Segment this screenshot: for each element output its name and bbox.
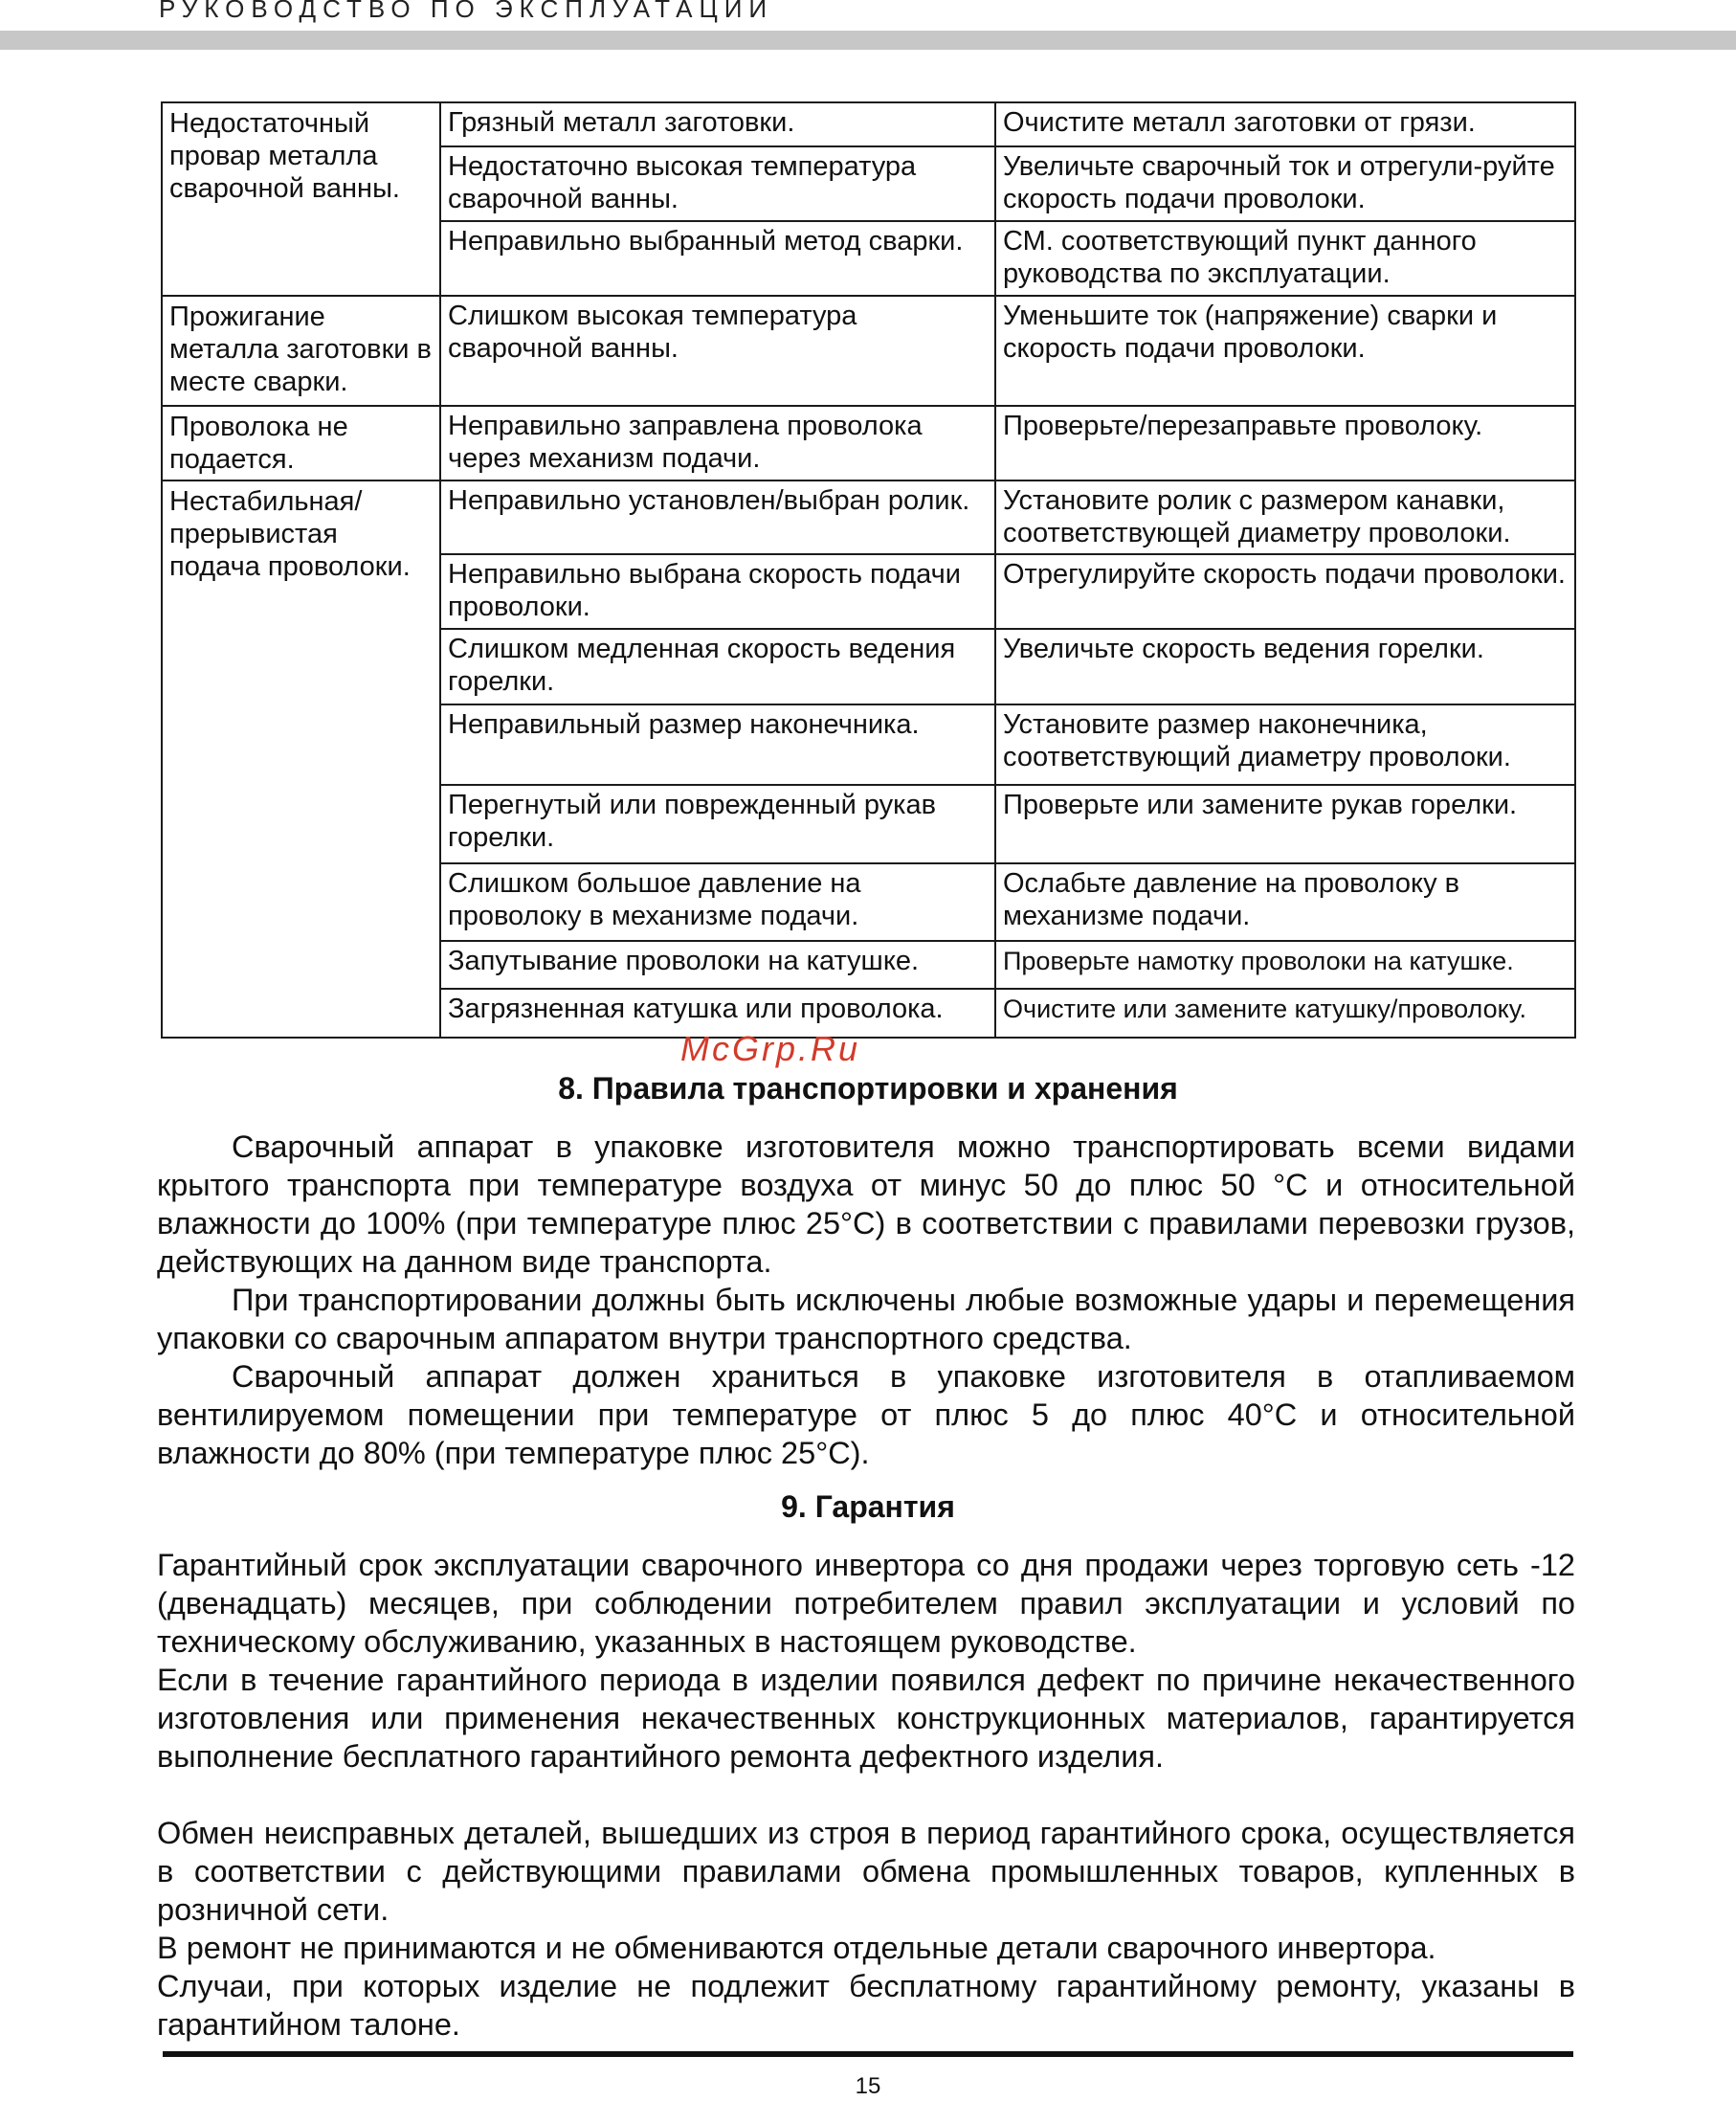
cause-cell: Неправильно выбрана скорость подачи проволоки. bbox=[440, 554, 995, 629]
header-bar bbox=[0, 31, 1736, 50]
symptom-cell: Недостаточный провар металла сварочной ванны. bbox=[162, 102, 440, 296]
remedy-cell: Уменьшите ток (напряжение) сварки и скорость подачи проволоки. bbox=[995, 296, 1575, 406]
remedy-cell: Очистите или замените катушку/проволоку. bbox=[995, 989, 1575, 1038]
remedy-cell: Очистите металл заготовки от грязи. bbox=[995, 102, 1575, 146]
page-number: 15 bbox=[855, 2073, 881, 2099]
symptom-cell: Проволока не подается. bbox=[162, 406, 440, 481]
table-row bbox=[162, 481, 1575, 554]
watermark-text: McGrp.Ru bbox=[680, 1029, 861, 1068]
symptom-cell: Прожигание металла заготовки в месте сварки. bbox=[162, 296, 440, 406]
section-9-paragraph: В ремонт не принимаются и не обмениваются отдельные детали сварочного инвертора. bbox=[157, 1931, 1436, 1965]
remedy-cell: Проверьте намотку проволоки на катушке. bbox=[995, 941, 1575, 989]
remedy-cell: Ослабьте давление на проволоку в механизме подачи. bbox=[995, 863, 1575, 941]
footer-rule bbox=[163, 2051, 1573, 2057]
cause-cell: Запутывание проволоки на катушке. bbox=[440, 941, 995, 989]
cause-cell: Слишком медленная скорость ведения горелки. bbox=[440, 629, 995, 704]
cause-cell: Недостаточно высокая температура сварочной ванны. bbox=[440, 146, 995, 221]
cause-cell: Неправильно установлен/выбран ролик. bbox=[440, 481, 995, 554]
section-8-paragraph: При транспортировании должны быть исключены любые возможные удары и перемещения упаковки со сварочным аппаратом внутри транспортного средства. bbox=[157, 1283, 1575, 1355]
remedy-cell: Проверьте/перезаправьте проволоку. bbox=[995, 406, 1575, 481]
remedy-cell: Увеличьте скорость ведения горелки. bbox=[995, 629, 1575, 704]
cause-cell: Грязный металл заготовки. bbox=[440, 102, 995, 146]
section-9-paragraph: Обмен неисправных деталей, вышедших из строя в период гарантийного срока, осуществляется в соответствии с действующими правилами обмена промышленных товаров, купленных в розничной сети. bbox=[157, 1816, 1575, 1927]
section-8-paragraph: Сварочный аппарат в упаковке изготовителя можно транспортировать всеми видами крытого транспорта при температуре воздуха от минус 50 до плюс 50 °С и относительной влажности до 100% (при температуре плюс 25°С) в соответствии с правилами перевозки грузов, действующих на данном виде транспорта. bbox=[157, 1129, 1575, 1279]
cause-cell: Загрязненная катушка или проволока. bbox=[440, 989, 995, 1038]
table-row bbox=[162, 296, 1575, 406]
cause-cell: Слишком высокая температура сварочной ванны. bbox=[440, 296, 995, 406]
section-9-paragraph: Гарантийный срок эксплуатации сварочного инвертора со дня продажи через торговую сеть -12 (двенадцать) месяцев, при соблюдении потребителем правил эксплуатации и условий по техническому обслуживанию, указанных в настоящем руководстве. bbox=[157, 1548, 1575, 1659]
section-9-paragraph: Если в течение гарантийного периода в изделии появился дефект по причине некачественного изготовления или применения некачественных конструкционных материалов, гарантируется выполнение бесплатного гарантийного ремонта дефектного изделия. bbox=[157, 1663, 1575, 1774]
remedy-cell: Отрегулируйте скорость подачи проволоки. bbox=[995, 554, 1575, 629]
symptom-cell: Нестабильная/ прерывистая подача проволоки. bbox=[162, 481, 440, 1038]
remedy-cell: Проверьте или замените рукав горелки. bbox=[995, 785, 1575, 863]
troubleshooting-table bbox=[161, 101, 1576, 1039]
section-9-heading: 9. Гарантия bbox=[781, 1489, 955, 1524]
section-9-paragraph: Случаи, при которых изделие не подлежит бесплатному гарантийному ремонту, указаны в гарантийном талоне. bbox=[157, 1969, 1575, 2042]
remedy-cell: Установите ролик с размером канавки, соответствующей диаметру проволоки. bbox=[995, 481, 1575, 554]
remedy-cell: Установите размер наконечника, соответствующий диаметру проволоки. bbox=[995, 704, 1575, 785]
section-8-heading: 8. Правила транспортировки и хранения bbox=[558, 1071, 1178, 1106]
remedy-cell: СМ. соответствующий пункт данного руководства по эксплуатации. bbox=[995, 221, 1575, 296]
running-header: РУКОВОДСТВО ПО ЭКСПЛУАТАЦИИ bbox=[159, 0, 774, 23]
cause-cell: Неправильный размер наконечника. bbox=[440, 704, 995, 785]
section-8-paragraph: Сварочный аппарат должен храниться в упаковке изготовителя в отапливаемом вентилируемом помещении при температуре от плюс 5 до плюс 40°С и относительной влажности до 80% (при температуре плюс 25°С). bbox=[157, 1359, 1575, 1470]
cause-cell: Перегнутый или поврежденный рукав горелки. bbox=[440, 785, 995, 863]
cause-cell: Неправильно заправлена проволока через механизм подачи. bbox=[440, 406, 995, 481]
remedy-cell: Увеличьте сварочный ток и отрегули-руйте скорость подачи проволоки. bbox=[995, 146, 1575, 221]
cause-cell: Неправильно выбранный метод сварки. bbox=[440, 221, 995, 296]
cause-cell: Слишком большое давление на проволоку в механизме подачи. bbox=[440, 863, 995, 941]
table-row bbox=[162, 406, 1575, 481]
table-row bbox=[162, 102, 1575, 146]
